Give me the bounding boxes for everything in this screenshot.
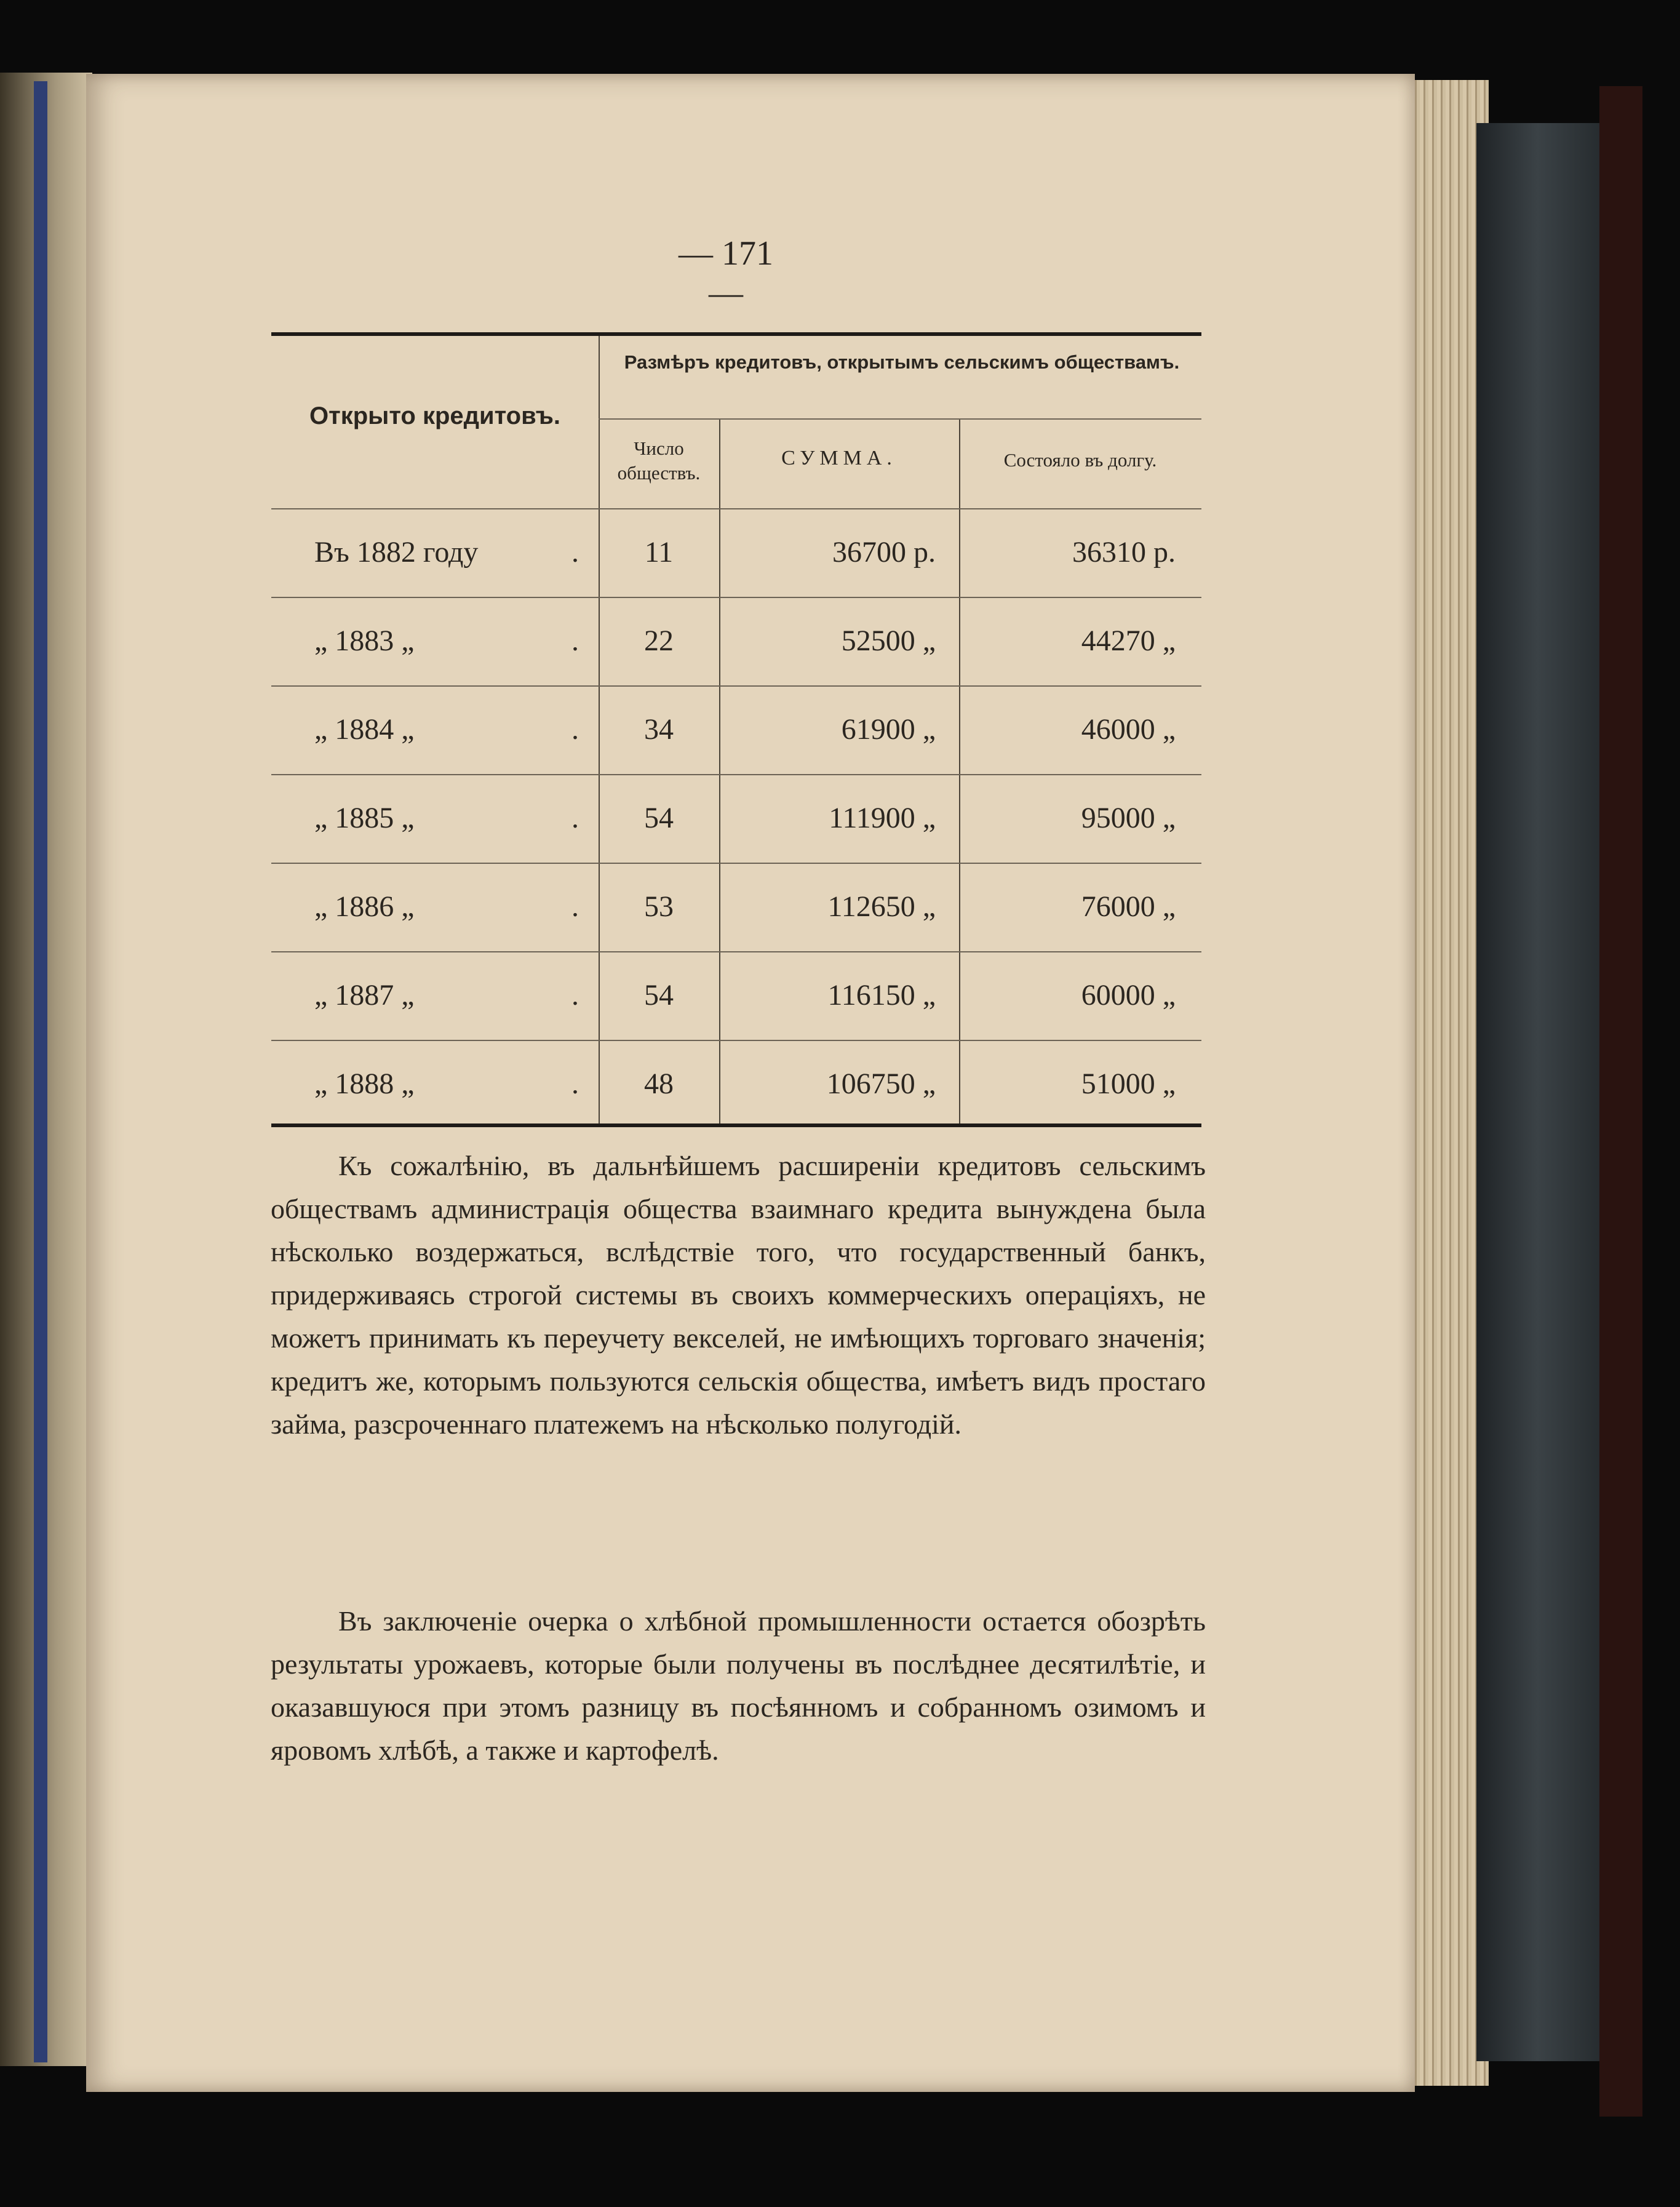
paragraph-credits: Къ сожалѣнію, въ дальнѣйшемъ расширеніи кредитовъ сельскимъ обществамъ администрація общества взаимнаго кредита вынуждена была нѣсколько воздержаться, вслѣдствіе того, что государственный банкъ, придерживаясь строгой системы въ своихъ коммерческихъ операціяхъ, не можетъ принимать къ переучету векселей, не имѣющихъ торговаго значенія; кредитъ же, которымъ пользуются сельскія общества, имѣетъ видъ простаго займа, разсроченнаго платежемъ на нѣсколько полугодій.	[271, 1150, 1206, 1440]
table-cell-year: „ 1883 „	[314, 625, 415, 657]
table-vline	[719, 419, 720, 1123]
table-cell-year: „ 1887 „	[314, 979, 415, 1012]
table-cell-number: 11	[644, 536, 674, 569]
table-cell-sum: 112650 „	[827, 890, 936, 923]
table-hline	[271, 685, 1201, 687]
table-cell-debt: 95000 „	[1081, 802, 1176, 834]
table-cell-year: „ 1885 „	[314, 802, 415, 834]
table-hline	[271, 597, 1201, 598]
table-header-debt: Состояло въ долгу.	[1003, 449, 1157, 471]
table-cell-sum: 36700 р.	[832, 536, 936, 569]
table-cell-sum: 52500 „	[841, 625, 936, 657]
table-cell-year: Въ 1882 году	[314, 536, 479, 569]
left-binding-edge	[34, 81, 47, 2062]
table-cell-dot: .	[571, 713, 579, 746]
table-cell-sum: 111900 „	[829, 802, 936, 834]
table-cell-debt: 60000 „	[1081, 979, 1176, 1012]
table-header-number-line1: Число	[634, 437, 684, 459]
table-cell-number: 48	[644, 1068, 674, 1100]
table-cell-debt: 46000 „	[1081, 713, 1176, 746]
table-hline	[271, 1040, 1201, 1041]
credits-table	[271, 332, 1201, 1127]
table-cell-number: 22	[644, 625, 674, 657]
table-cell-dot: .	[571, 802, 579, 834]
table-cell-sum: 61900 „	[841, 713, 936, 746]
table-header-left: Открыто кредитовъ.	[309, 402, 560, 429]
table-hline	[271, 863, 1201, 864]
table-cell-dot: .	[571, 625, 579, 657]
table-cell-dot: .	[571, 1068, 579, 1100]
table-hline	[271, 508, 1201, 509]
table-cell-debt: 76000 „	[1081, 890, 1176, 923]
page-stack-edge	[1403, 80, 1489, 2086]
table-vline	[959, 419, 960, 1123]
table-cell-number: 34	[644, 713, 674, 746]
table-cell-debt: 51000 „	[1081, 1068, 1176, 1100]
table-cell-debt: 44270 „	[1081, 625, 1176, 657]
table-cell-year: „ 1884 „	[314, 713, 415, 746]
table-header-sum: СУММА.	[781, 447, 897, 469]
table-hline	[271, 774, 1201, 775]
table-cell-number: 54	[644, 979, 674, 1012]
table-header-number-line2: обществъ.	[617, 462, 701, 484]
table-cell-dot: .	[571, 536, 579, 569]
book-cover	[1476, 123, 1612, 2061]
paragraph-conclusion: Въ заключеніе очерка о хлѣбной промышленности остается обозрѣть результаты урожаевъ, которые были получены въ послѣднее десятилѣтіе, и оказавшуюся при этомъ разницу въ посѣянномъ и собранномъ озимомъ и яровомъ хлѣбѣ, а также и картофелѣ.	[271, 1605, 1206, 1766]
book-cover-spine	[1599, 86, 1642, 2117]
table-header-group: Размѣръ кредитовъ, открытымъ сельскимъ обществамъ.	[624, 351, 1180, 373]
table-cell-debt: 36310 р.	[1072, 536, 1176, 569]
table-cell-sum: 116150 „	[827, 979, 936, 1012]
table-cell-sum: 106750 „	[826, 1068, 936, 1100]
table-hline	[271, 951, 1201, 952]
table-cell-number: 53	[644, 890, 674, 923]
table-cell-year: „ 1886 „	[314, 890, 415, 923]
table-cell-number: 54	[644, 802, 674, 834]
table-cell-dot: .	[571, 890, 579, 923]
table-cell-dot: .	[571, 979, 579, 1012]
table-hline	[599, 418, 1201, 420]
table-cell-year: „ 1888 „	[314, 1068, 415, 1100]
page-number: — 171 —	[679, 234, 773, 312]
